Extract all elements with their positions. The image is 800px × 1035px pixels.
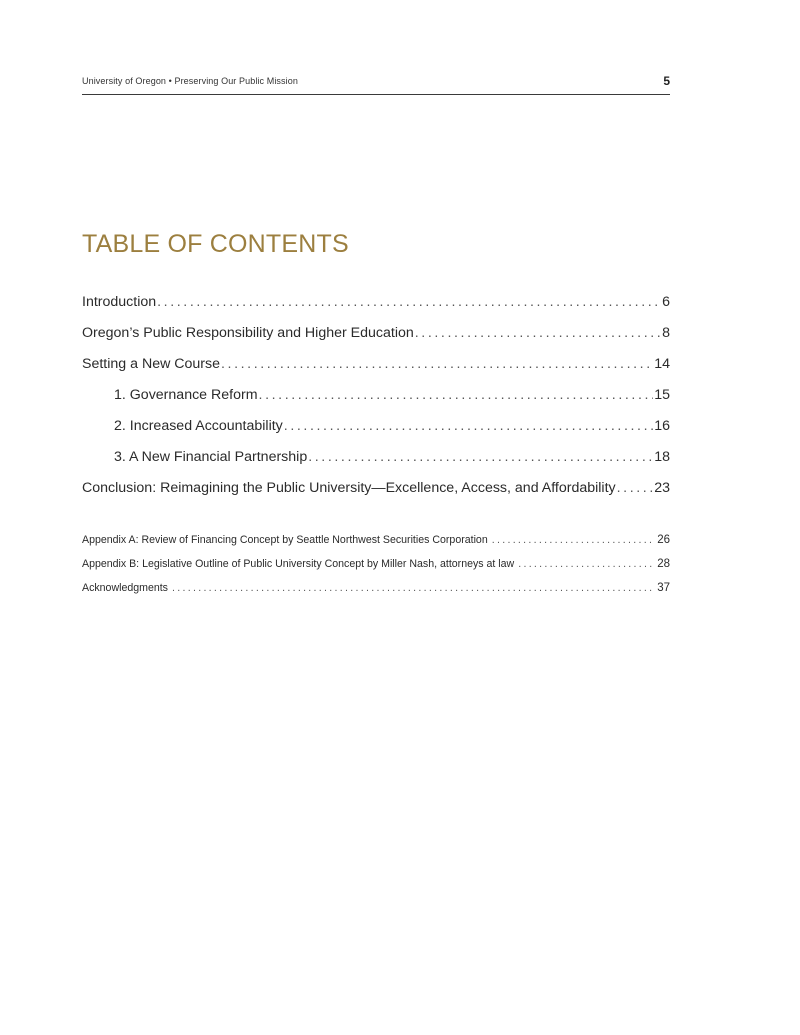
toc-entry-page: 26	[657, 534, 670, 546]
toc-entry-page: 37	[657, 582, 670, 594]
dot-leader	[492, 534, 655, 546]
toc-entry-public-responsibility[interactable]	[82, 325, 670, 356]
toc-main-list	[82, 294, 670, 511]
page-number: 5	[663, 74, 670, 88]
toc-entry-page: 8	[662, 325, 670, 341]
dot-leader	[518, 558, 655, 570]
toc-entry-label: 3. A New Financial Partnership	[114, 449, 308, 465]
toc-entry-page: 14	[654, 356, 670, 372]
toc-entry-label: 1. Governance Reform	[114, 387, 258, 403]
dot-leader	[172, 582, 655, 594]
dot-leader	[284, 418, 653, 434]
dot-leader	[308, 449, 653, 465]
toc-entry-label: Introduction	[82, 294, 157, 310]
toc-appendix-list	[82, 534, 670, 606]
toc-entry-accountability[interactable]	[82, 418, 670, 449]
toc-entry-page: 18	[654, 449, 670, 465]
toc-entry-label: Conclusion: Reimagining the Public University—Excellence, Access, and Affordability	[82, 480, 616, 496]
toc-entry-page: 6	[662, 294, 670, 310]
toc-entry-governance-reform[interactable]	[82, 387, 670, 418]
toc-entry-label: Oregon’s Public Responsibility and Higher Education	[82, 325, 414, 341]
dot-leader	[259, 387, 654, 403]
toc-entry-label: Acknowledgments	[82, 582, 168, 594]
toc-entry-page: 15	[654, 387, 670, 403]
toc-entry-label: 2. Increased Accountability	[114, 418, 283, 434]
toc-entry-appendix-b[interactable]	[82, 558, 670, 582]
toc-entry-financial-partnership[interactable]	[82, 449, 670, 480]
toc-entry-page: 16	[654, 418, 670, 434]
running-header	[82, 74, 670, 95]
document-page	[82, 0, 670, 1035]
dot-leader	[617, 480, 654, 496]
toc-entry-page: 23	[654, 480, 670, 496]
dot-leader	[415, 325, 661, 341]
toc-entry-label: Appendix B: Legislative Outline of Public University Concept by Miller Nash, attorneys at law	[82, 558, 515, 570]
toc-entry-appendix-a[interactable]	[82, 534, 670, 558]
toc-entry-conclusion[interactable]	[82, 480, 670, 511]
running-header-title: University of Oregon • Preserving Our Public Mission	[82, 76, 298, 86]
toc-entry-page: 28	[657, 558, 670, 570]
toc-entry-new-course[interactable]	[82, 356, 670, 387]
toc-heading: TABLE OF CONTENTS	[82, 230, 349, 258]
toc-entry-label: Setting a New Course	[82, 356, 221, 372]
dot-leader	[157, 294, 661, 310]
dot-leader	[221, 356, 653, 372]
toc-entry-label: Appendix A: Review of Financing Concept by Seattle Northwest Securities Corporation	[82, 534, 488, 546]
toc-entry-acknowledgments[interactable]	[82, 582, 670, 606]
toc-entry-introduction[interactable]	[82, 294, 670, 325]
